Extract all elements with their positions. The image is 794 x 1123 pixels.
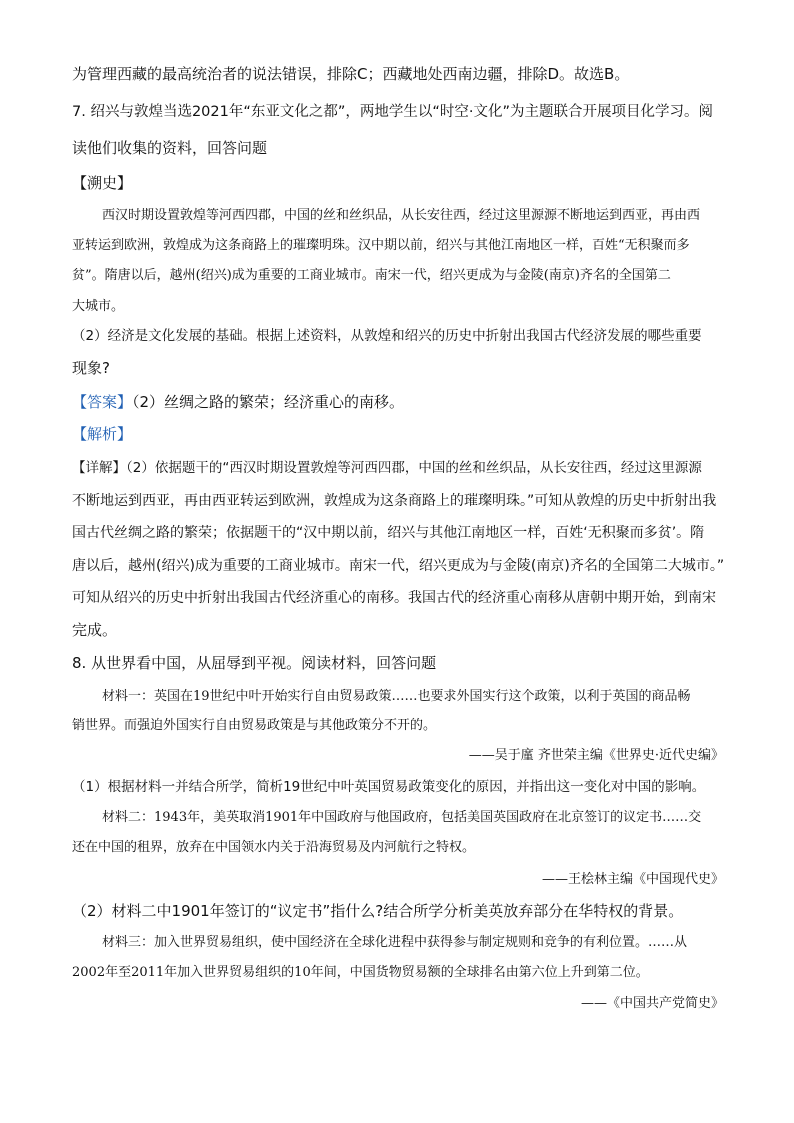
text-line: 完成。 <box>72 621 118 639</box>
answer-label: 【答案】 <box>72 393 133 411</box>
analysis-label: 【解析】 <box>72 425 133 443</box>
material-text: 亚转运到欧洲，敦煌成为这条商路上的璀璨明珠。汉中期以前，绍兴与其他江南地区一样，百姓“无积聚而多 <box>72 238 690 253</box>
text-line: 唐以后，越州(绍兴)成为重要的工商业城市。南宋一代，绍兴更成为与金陵(南京)齐名的全国第二大城市。” <box>72 558 725 574</box>
answer-line <box>72 392 724 412</box>
question-8-stem: 8. 从世界看中国，从屈辱到平视。阅读材料，回答问题 <box>72 654 437 672</box>
citation: ——王桧林主编《中国现代史》 <box>541 872 724 887</box>
question-text: （2）材料二中1901年签订的“议定书”指什么?结合所学分析美英放弃部分在华特权的背景。 <box>72 902 684 920</box>
question-text: 现象? <box>72 359 110 377</box>
material-text: 还在中国的租界，放弃在中国领水内关于沿海贸易及内河航行之特权。 <box>72 840 476 855</box>
text-line: 不断地运到西亚，再由西亚转运到欧洲，敦煌成为这条商路上的璀璨明珠。”可知从敦煌的历史中折射出我 <box>72 493 717 509</box>
question-text: （2）经济是文化发展的基础。根据上述资料，从敦煌和绍兴的历史中折射出我国古代经济发展的哪些重要 <box>72 328 702 344</box>
text-line: 读他们收集的资料，回答问题 <box>72 139 268 157</box>
material-text: 销世界。而强迫外国实行自由贸易政策是与其他政策分不开的。 <box>72 718 437 733</box>
detail-label: 【详解】 <box>72 460 126 476</box>
material-text: 材料三：加入世界贸易组织，使中国经济在全球化进程中获得参与制定规则和竞争的有利位置。……从 <box>102 935 688 950</box>
question-text: （1）根据材料一并结合所学，简析19世纪中叶英国贸易政策变化的原因，并指出这一变化对中国的影响。 <box>72 779 706 795</box>
material-text: 2002年至2011年加入世界贸易组织的10年间，中国货物贸易额的全球排名由第六位上升到第二位。 <box>72 965 649 980</box>
material-text: 贫”。隋唐以后，越州(绍兴)成为重要的工商业城市。南宋一代，绍兴更成为与金陵(南京)齐名的全国第二 <box>72 268 671 283</box>
detail-line <box>72 458 724 478</box>
text-line: 为管理西藏的最高统治者的说法错误，排除C；西藏地处西南边疆，排除D。故选B。 <box>72 65 630 83</box>
text-line: 国古代丝绸之路的繁荣；依据题干的“汉中期以前，绍兴与其他江南地区一样，百姓‘无积聚而多贫’。隋 <box>72 525 705 541</box>
material-text: 材料二：1943年，美英取消1901年中国政府与他国政府，包括美国英国政府在北京签订的议定书……交 <box>102 810 702 825</box>
question-7-stem: 7. 绍兴与敦煌当选2021年“东亚文化之都”，两地学生以“时空·文化”为主题联合开展项目化学习。阅 <box>72 104 713 120</box>
answer-text: （2）丝绸之路的繁荣；经济重心的南移。 <box>132 393 405 411</box>
citation: ——吴于廑 齐世荣主编《世界史·近代史编》 <box>468 748 724 763</box>
material-text: 材料一：英国在19世纪中叶开始实行自由贸易政策……也要求外国实行这个政策，以利于英国的商品畅 <box>102 689 691 704</box>
text-line: 可知从绍兴的历史中折射出我国古代经济重心的南移。我国古代的经济重心南移从唐朝中期开始，到南宋 <box>72 590 716 606</box>
detail-text: （2）依据题干的“西汉时期设置敦煌等河西四郡，中国的丝和丝织品，从长安往西，经过这里源源 <box>126 460 702 476</box>
citation: ——《中国共产党简史》 <box>580 996 724 1011</box>
material-text: 大城市。 <box>72 299 125 314</box>
material-text: 西汉时期设置敦煌等河西四郡，中国的丝和丝织品，从长安往西，经过这里源源不断地运到西亚，再由西 <box>102 208 701 223</box>
section-label: 【溯史】 <box>72 174 133 192</box>
